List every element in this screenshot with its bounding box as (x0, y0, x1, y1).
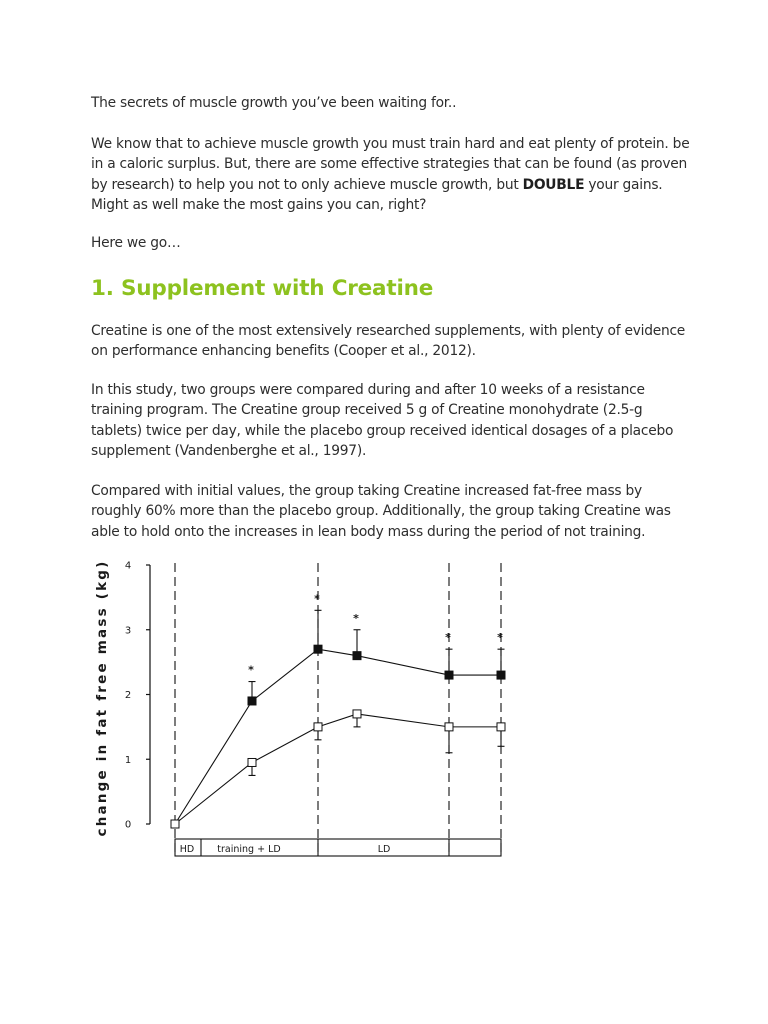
phase-label: HD (179, 844, 195, 855)
filled-square-point (445, 671, 453, 679)
double-emphasis: DOUBLE (522, 176, 585, 193)
significance-star: * (314, 592, 320, 606)
body-paragraph-3: In this study, two groups were compared during and after 10 weeks of a resistance training program. The Creatine group received 5 g of Creatine monohydrate (2.5-g tablets) twice per day, while the placebo group received identical dosages of a placebo supplement (Vandenberghe et al., 1997). (91, 382, 674, 459)
y-tick-label: 3 (124, 625, 132, 637)
open-square-point (445, 723, 453, 731)
y-axis-title: change in fat free mass (kg) (94, 559, 110, 837)
significance-star: * (248, 663, 254, 677)
section-heading: 1. Supplement with Creatine (91, 276, 434, 301)
open-square-point (314, 723, 322, 731)
fat-free-mass-chart (86, 555, 516, 865)
significance-star: * (497, 631, 503, 645)
body-paragraph-2: Creatine is one of the most extensively researched supplements, with plenty of evidence on performance enhancing benefits (Cooper et al., 2012). (91, 323, 686, 360)
filled-square-point (314, 645, 322, 653)
open-square-point (497, 723, 505, 731)
chart-svg (86, 555, 516, 865)
y-tick-label: 4 (124, 560, 132, 572)
y-tick-label: 1 (124, 754, 132, 766)
filled-square-point (248, 697, 256, 705)
body-paragraph-4: Compared with initial values, the group taking Creatine increased fat-free mass by roughly 60% more than the placebo group. Additionally, the group taking Creatine was able to hold onto the increases in lean body mass during the period of not training. (91, 483, 671, 540)
y-tick-label: 0 (124, 819, 132, 831)
open-square-point (248, 758, 256, 766)
significance-star: * (445, 631, 451, 645)
intro-paragraph: The secrets of muscle growth you’ve been waiting for.. (91, 95, 457, 111)
filled-square-point (497, 671, 505, 679)
open-square-point (171, 820, 179, 828)
open-square-point (353, 710, 361, 718)
body-paragraph-1 (91, 134, 691, 215)
paragraph-1-text: We know that to achieve muscle growth you must train hard and eat plenty of protein. be in a caloric surplus. But, there are some effective strategies that can be found (as proven by research) to help you not to only achieve muscle growth, but (91, 136, 690, 193)
paragraph-1-text-end: your gains. Might as well make the most gains you can, right? (91, 176, 663, 213)
y-tick-label: 2 (124, 690, 132, 701)
phase-label: training + LD (217, 844, 281, 855)
here-we-go-text: Here we go… (91, 235, 181, 251)
filled-square-point (353, 652, 361, 660)
significance-star: * (353, 611, 359, 625)
phase-label: LD (377, 844, 391, 855)
